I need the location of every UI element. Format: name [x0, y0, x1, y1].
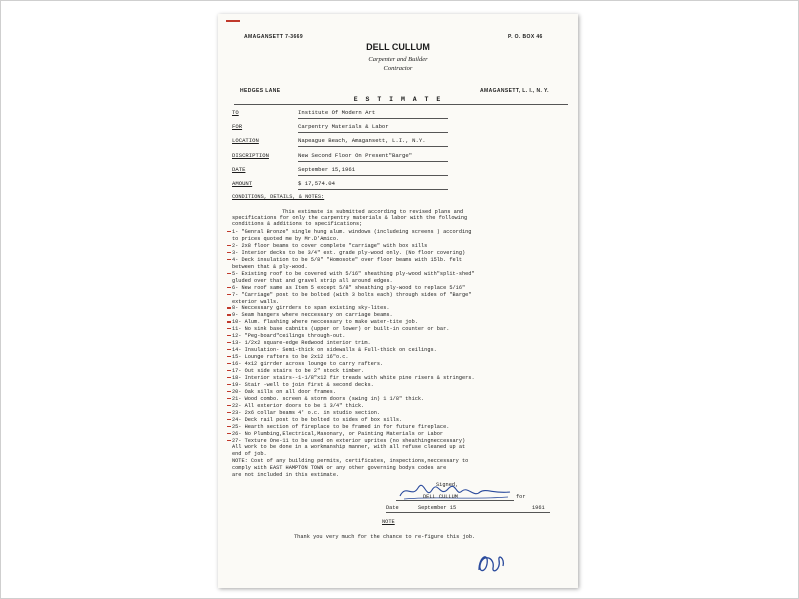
red-check-mark	[227, 356, 231, 357]
intro-line-1: This estimate is submitted according to revised plans and	[282, 209, 464, 215]
red-check-mark	[227, 370, 231, 371]
condition-item: 20- Oak sills on all door frames.	[232, 388, 336, 395]
red-check-mark	[227, 321, 231, 322]
red-check-mark	[227, 384, 231, 385]
street-address: HEDGES LANE	[240, 88, 281, 94]
underline-location	[298, 146, 448, 147]
date-year: 1961	[532, 505, 545, 511]
condition-item: 22- All exterior doors to be 1 3/4" thick.	[232, 402, 365, 409]
condition-item: gluded over that and gravel strip all around edges.	[232, 277, 393, 284]
condition-item: 12- "Peg-board"ceilings through-out.	[232, 333, 346, 340]
red-check-mark	[227, 273, 231, 274]
red-check-mark	[227, 419, 231, 420]
field-label-to: TO	[232, 109, 239, 116]
red-check-mark	[227, 252, 231, 253]
condition-item: 21- Wood combo. screen & storm doors (swing in) 1 1/8" thick.	[232, 395, 425, 402]
note-label: NOTE	[382, 519, 395, 525]
po-box: P. O. BOX 46	[508, 34, 543, 40]
field-value-amount: $ 17,574.04	[298, 180, 335, 187]
condition-item: 5- Existing roof to be covered with 5/16" sheathing ply-wood with"split-shed"	[232, 270, 475, 277]
condition-item: 27- Texture One-11 to be used on exterior uprites (no sheathingneccessary)	[232, 437, 466, 444]
conditions-heading: CONDITIONS, DETAILS, & NOTES:	[232, 194, 325, 200]
signed-label: Signed,	[436, 482, 459, 488]
field-label-amount: AMOUNT	[232, 180, 253, 187]
date-value: September 15	[418, 505, 457, 511]
company-tagline-1: Carpenter and Builder	[368, 56, 428, 63]
field-label-for: FOR	[232, 123, 243, 130]
title-rule	[234, 104, 568, 105]
condition-item: 15- Lounge rafters to be 2x12 16"o.c.	[232, 354, 349, 361]
estimate-document	[218, 14, 578, 588]
field-value-to: Institute Of Modern Art	[298, 109, 376, 116]
condition-item: 19- Stair -well to join first & second decks.	[232, 381, 374, 388]
field-value-for: Carpentry Materials & Labor	[298, 123, 389, 130]
company-tagline-2: Contractor	[383, 65, 413, 72]
initials-mark	[473, 548, 509, 578]
field-label-description: DISCRIPTION	[232, 152, 269, 159]
field-label-date: DATE	[232, 166, 246, 173]
red-check-mark	[227, 398, 231, 399]
condition-item: 25- Hearth section of fireplace to be framed in for future fireplace.	[232, 423, 450, 430]
condition-item: 14- Insulation- Semi-thick on sidewalls & Full-thick on ceilings.	[232, 347, 437, 354]
red-check-mark	[227, 294, 231, 295]
underline-description	[298, 161, 448, 162]
red-check-mark	[227, 405, 231, 406]
condition-item: end of job.	[232, 451, 267, 458]
date-line	[386, 512, 550, 513]
condition-item: 26- No Plumbing,Electrical,Masonary, or Painting Materials or Labor	[232, 430, 444, 437]
condition-item: 1- "Genral Bronze" single hung alum. windows (includeing screens ) according	[232, 229, 472, 235]
red-check-mark	[227, 335, 231, 336]
condition-item: NOTE: Cost of any building permits, certificates, inspections,neccessary to	[232, 458, 469, 465]
condition-item: between that & ply-wood.	[232, 263, 308, 270]
red-check-mark	[227, 287, 231, 288]
condition-item: 17- Out side stairs to be 2" stock timber.	[232, 368, 365, 374]
condition-item: 16- 4x12 girrder across lounge to carry rafters.	[232, 361, 384, 368]
underline-date	[298, 175, 448, 176]
signer-name: DELL CULLUM	[423, 494, 458, 500]
red-check-mark	[227, 328, 231, 329]
document-title: E S T I M A T E	[353, 96, 443, 103]
field-value-date: September 15,1961	[298, 166, 356, 173]
condition-item: 18- Interior stairs--1-1/8"x12 fir treads with white pine risers & stringers.	[232, 374, 475, 381]
red-check-mark	[227, 245, 231, 246]
field-value-description: New Second Floor On Present"Barge"	[298, 152, 413, 159]
city-address: AMAGANSETT, L. I., N. Y.	[480, 88, 549, 94]
red-check-mark	[227, 433, 231, 434]
condition-item: 3- Interior decks to be 3/4" ext. grade ply-wood only. (No floor covering)	[232, 249, 466, 256]
red-check-mark	[227, 426, 231, 427]
field-value-location: Napeague Beach, Amagansett, L.I., N.Y.	[298, 137, 426, 144]
red-check-mark	[227, 412, 231, 413]
condition-item: 13- 1/2x2 square-edge Redwood interior trim.	[232, 340, 371, 347]
date-label: Date	[386, 505, 399, 511]
underline-to	[298, 118, 448, 119]
underline-for	[298, 132, 448, 133]
red-check-mark	[227, 377, 231, 378]
condition-item: All work to be done in a workmanship manner, with all refuse cleaned up at	[232, 444, 466, 451]
condition-item: 9- Seam hangers where neccessary on carriage beams.	[232, 312, 393, 319]
condition-item: to prices quoted me by Mr.D'Amico.	[232, 235, 340, 242]
red-check-mark	[227, 342, 231, 343]
condition-item: 2- 2x8 floor beams to cover complete "carriage" with box sills	[232, 242, 428, 249]
condition-item: 11- No sink base cabnits (upper or lower) or built-in counter or bar.	[232, 326, 450, 333]
for-label: for	[516, 494, 526, 500]
red-check-mark	[227, 391, 231, 392]
condition-item: 6- New roof same as Item 5 except 5/8" sheathing ply-wood to replace 5/16"	[232, 284, 466, 291]
company-name: DELL CULLUM	[366, 42, 430, 52]
condition-item: 10- Alum. flashing where neccessary to make water-tite job.	[232, 319, 418, 326]
condition-item: 7- "Carriage" post to be bolted (with 3 bolts each) through sides of "Barge"	[232, 291, 472, 298]
condition-item: are not included in this estimate.	[232, 472, 340, 479]
field-label-location: LOCATION	[232, 137, 259, 144]
red-check-mark	[227, 231, 231, 232]
intro-line-2: specifications for only the carpentry materials & labor with the following	[232, 215, 468, 221]
red-check-mark	[227, 307, 231, 308]
red-check-mark	[227, 259, 231, 260]
paper-clip-mark	[226, 20, 240, 22]
thank-you-line: Thank you very much for the chance to re-figure this job.	[294, 534, 476, 540]
condition-item: 23- 2x6 collar beams 4' o.c. in studio section.	[232, 409, 381, 416]
signature-line	[396, 500, 514, 501]
red-check-mark	[227, 440, 231, 441]
red-check-mark	[227, 349, 231, 350]
condition-item: 8- Neccessary girrders to span existing sky-lites.	[232, 305, 390, 312]
condition-item: 4- Deck insulation to be 5/8" "Homosote" over floor beams with 15lb. felt	[232, 256, 462, 263]
red-check-mark	[227, 363, 231, 364]
intro-line-3: conditions & additions to specifications;	[232, 221, 363, 227]
condition-item: exterior walls.	[232, 298, 280, 305]
condition-item: 24- Deck rail post to be bolted to sides of box sills.	[232, 416, 403, 423]
underline-amount	[298, 189, 448, 190]
phone-number: AMAGANSETT 7-3669	[244, 34, 304, 40]
condition-item: comply with EAST HAMPTON TOWN or any other governing bodys codes are	[232, 465, 447, 472]
red-check-mark	[227, 314, 231, 315]
